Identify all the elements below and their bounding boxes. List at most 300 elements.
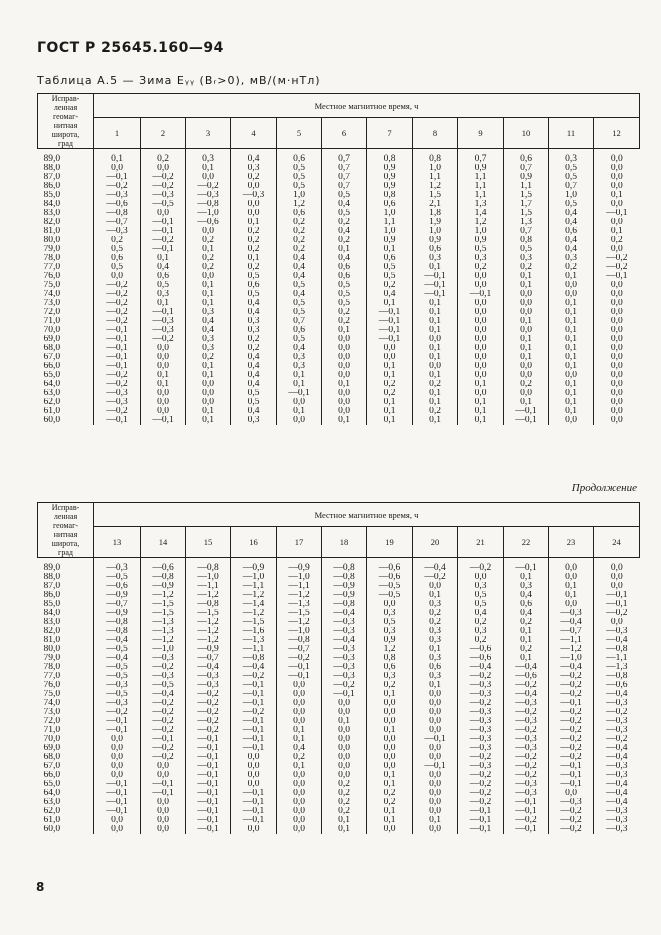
value-cell: 0,1: [367, 690, 413, 699]
value-cell: 0,1: [186, 164, 231, 173]
hour-header: 15: [186, 527, 231, 558]
value-cell: 0,7: [322, 164, 367, 173]
value-cell: 0,0: [594, 398, 640, 407]
value-cell: —0,2: [549, 708, 594, 717]
value-cell: 0,0: [594, 618, 640, 627]
table-row: [38, 663, 640, 672]
value-cell: 0,0: [141, 807, 186, 816]
value-cell: —0,2: [549, 825, 594, 834]
table-row: [38, 735, 640, 744]
value-cell: 1,0: [458, 227, 504, 236]
value-cell: —0,3: [504, 717, 549, 726]
value-cell: —0,6: [458, 654, 504, 663]
value-cell: 0,3: [458, 582, 504, 591]
value-cell: 0,0: [186, 272, 231, 281]
value-cell: 0,1: [549, 407, 594, 416]
value-cell: —1,3: [594, 663, 640, 672]
hours-header-row: [38, 118, 640, 149]
latitude-cell: 62,0: [43, 398, 61, 407]
value-cell: 1,3: [504, 218, 549, 227]
value-cell: 0,2: [504, 645, 549, 654]
value-cell: 0,0: [322, 708, 367, 717]
value-cell: —0,3: [504, 780, 549, 789]
value-cell: —1,4: [231, 600, 277, 609]
value-cell: 0,5: [549, 164, 594, 173]
value-cell: —0,2: [141, 173, 186, 182]
value-cell: —0,3: [594, 825, 640, 834]
value-cell: —0,2: [594, 735, 640, 744]
value-cell: 0,4: [277, 272, 322, 281]
value-cell: —1,2: [186, 618, 231, 627]
value-cell: 0,7: [322, 173, 367, 182]
value-cell: —0,5: [94, 645, 141, 654]
table-row: [38, 398, 640, 407]
value-cell: 0,0: [231, 209, 277, 218]
table-row: [38, 236, 640, 245]
value-cell: —0,1: [94, 173, 141, 182]
value-cell: 0,0: [322, 335, 367, 344]
value-cell: 0,4: [231, 299, 277, 308]
value-cell: 0,0: [231, 780, 277, 789]
value-cell: —1,2: [141, 591, 186, 600]
value-cell: —0,3: [458, 717, 504, 726]
hour-header: 9: [458, 118, 504, 149]
table-row: [38, 281, 640, 290]
value-cell: 0,0: [458, 573, 504, 582]
hour-header: 2: [141, 118, 186, 149]
value-cell: 0,0: [594, 218, 640, 227]
value-cell: 0,6: [413, 245, 458, 254]
value-cell: 0,9: [458, 236, 504, 245]
value-cell: 0,0: [186, 173, 231, 182]
value-cell: 0,2: [231, 173, 277, 182]
table-row: [38, 173, 640, 182]
value-cell: —0,3: [458, 726, 504, 735]
value-cell: 0,0: [322, 362, 367, 371]
value-cell: 0,5: [367, 618, 413, 627]
value-cell: 0,5: [231, 389, 277, 398]
value-cell: —0,2: [94, 299, 141, 308]
value-cell: 0,1: [594, 227, 640, 236]
value-cell: —0,2: [458, 789, 504, 798]
value-cell: —1,0: [231, 573, 277, 582]
value-cell: 0,7: [277, 317, 322, 326]
latitude-cell: 63,0: [43, 389, 61, 398]
value-cell: 0,2: [504, 263, 549, 272]
value-cell: 0,1: [458, 407, 504, 416]
table-row: [38, 191, 640, 200]
latitude-cell: 85,0: [43, 191, 61, 200]
value-cell: 0,6: [413, 663, 458, 672]
value-cell: 0,0: [322, 726, 367, 735]
value-cell: —0,3: [322, 654, 367, 663]
value-cell: —0,3: [504, 789, 549, 798]
value-cell: —0,2: [549, 753, 594, 762]
value-cell: 0,0: [322, 344, 367, 353]
value-cell: —0,1: [141, 780, 186, 789]
value-cell: —0,2: [186, 717, 231, 726]
value-cell: 0,0: [458, 326, 504, 335]
value-cell: 0,0: [413, 708, 458, 717]
value-cell: —0,3: [141, 326, 186, 335]
value-cell: —0,1: [94, 335, 141, 344]
value-cell: 0,0: [231, 762, 277, 771]
value-cell: —0,3: [594, 699, 640, 708]
latitude-cell: 89,0: [43, 563, 61, 573]
value-cell: —0,1: [94, 416, 141, 425]
latitude-cell: 78,0: [43, 254, 61, 263]
table-row: [38, 362, 640, 371]
value-cell: 0,0: [549, 371, 594, 380]
value-cell: 1,0: [367, 209, 413, 218]
value-cell: 0,2: [186, 254, 231, 263]
value-cell: 0,5: [322, 209, 367, 218]
latitude-cell: 81,0: [43, 227, 61, 236]
latitude-cell: 84,0: [43, 200, 61, 209]
value-cell: —0,1: [186, 780, 231, 789]
value-cell: —0,1: [594, 272, 640, 281]
value-cell: —0,1: [458, 816, 504, 825]
hour-header: 14: [141, 527, 186, 558]
hour-header: 16: [231, 527, 277, 558]
value-cell: 0,1: [186, 281, 231, 290]
value-cell: —0,3: [594, 816, 640, 825]
value-cell: —0,2: [594, 708, 640, 717]
value-cell: —0,1: [231, 789, 277, 798]
value-cell: 0,0: [141, 771, 186, 780]
value-cell: 0,0: [594, 308, 640, 317]
value-cell: —0,1: [186, 798, 231, 807]
value-cell: 0,2: [277, 236, 322, 245]
value-cell: —0,2: [94, 708, 141, 717]
value-cell: 0,0: [413, 362, 458, 371]
value-cell: 0,0: [231, 200, 277, 209]
value-cell: 0,0: [458, 362, 504, 371]
value-cell: 0,0: [141, 389, 186, 398]
value-cell: —0,1: [458, 290, 504, 299]
value-cell: —0,1: [231, 816, 277, 825]
latitude-cell: 81,0: [43, 636, 61, 645]
value-cell: 0,0: [231, 753, 277, 762]
table-row: [38, 591, 640, 600]
table-row: [38, 690, 640, 699]
value-cell: —0,1: [94, 344, 141, 353]
value-cell: 0,5: [277, 281, 322, 290]
table-row: [38, 636, 640, 645]
value-cell: 0,4: [277, 344, 322, 353]
value-cell: 0,1: [549, 353, 594, 362]
value-cell: —0,2: [277, 654, 322, 663]
value-cell: 0,6: [277, 149, 322, 165]
value-cell: 0,5: [322, 290, 367, 299]
value-cell: 0,3: [186, 149, 231, 165]
value-cell: 0,2: [322, 807, 367, 816]
table-row: [38, 380, 640, 389]
value-cell: 0,0: [141, 353, 186, 362]
latitude-cell: 63,0: [43, 798, 61, 807]
value-cell: 0,2: [277, 245, 322, 254]
value-cell: 0,3: [413, 672, 458, 681]
latitude-header: Исправ- ленная геомаг- нитная широта, град: [38, 503, 94, 558]
value-cell: —0,3: [322, 645, 367, 654]
value-cell: 0,4: [277, 254, 322, 263]
value-cell: 1,2: [277, 200, 322, 209]
value-cell: —0,1: [504, 825, 549, 834]
latitude-cell: 71,0: [43, 726, 61, 735]
value-cell: —0,1: [94, 807, 141, 816]
value-cell: —0,6: [94, 200, 141, 209]
table-row: [38, 762, 640, 771]
value-cell: 0,0: [277, 816, 322, 825]
table-row: [38, 218, 640, 227]
value-cell: —0,5: [367, 582, 413, 591]
latitude-cell: 87,0: [43, 582, 61, 591]
value-cell: —0,1: [458, 825, 504, 834]
value-cell: 0,0: [413, 726, 458, 735]
latitude-cell: 71,0: [43, 317, 61, 326]
value-cell: 0,1: [322, 416, 367, 425]
latitude-cell: 74,0: [43, 290, 61, 299]
value-cell: —0,2: [549, 717, 594, 726]
value-cell: —1,2: [141, 636, 186, 645]
value-cell: —0,1: [231, 690, 277, 699]
value-cell: 0,0: [322, 771, 367, 780]
value-cell: —0,2: [94, 380, 141, 389]
value-cell: 0,4: [277, 263, 322, 272]
value-cell: 0,1: [367, 299, 413, 308]
value-cell: 0,0: [367, 600, 413, 609]
value-cell: 0,0: [141, 164, 186, 173]
value-cell: 0,4: [231, 380, 277, 389]
value-cell: —0,6: [94, 582, 141, 591]
value-cell: —0,7: [94, 218, 141, 227]
hour-header: 20: [413, 527, 458, 558]
table-body: [38, 149, 640, 426]
value-cell: 0,0: [549, 416, 594, 425]
value-cell: —1,5: [231, 618, 277, 627]
value-cell: 0,4: [231, 407, 277, 416]
value-cell: —0,2: [94, 281, 141, 290]
value-cell: —0,4: [594, 690, 640, 699]
value-cell: —0,1: [277, 389, 322, 398]
value-cell: 0,0: [277, 789, 322, 798]
value-cell: 0,3: [141, 290, 186, 299]
value-cell: —0,2: [231, 708, 277, 717]
value-cell: 0,4: [458, 609, 504, 618]
value-cell: —0,1: [94, 326, 141, 335]
value-cell: —0,5: [367, 591, 413, 600]
value-cell: 0,2: [322, 308, 367, 317]
value-cell: 0,2: [94, 236, 141, 245]
value-cell: —0,5: [94, 690, 141, 699]
value-cell: —0,4: [594, 744, 640, 753]
value-cell: 0,1: [141, 299, 186, 308]
table-row: [38, 627, 640, 636]
value-cell: 0,0: [413, 771, 458, 780]
latitude-cell: 65,0: [43, 371, 61, 380]
value-cell: 0,0: [367, 699, 413, 708]
value-cell: —0,2: [549, 726, 594, 735]
value-cell: —0,5: [94, 663, 141, 672]
data-table-hours-1-12: [37, 93, 640, 425]
value-cell: 0,4: [231, 149, 277, 165]
value-cell: 0,5: [322, 191, 367, 200]
value-cell: —0,2: [141, 182, 186, 191]
value-cell: —0,1: [231, 798, 277, 807]
value-cell: 0,3: [277, 353, 322, 362]
value-cell: 0,3: [413, 636, 458, 645]
value-cell: 0,2: [594, 236, 640, 245]
value-cell: 0,2: [186, 263, 231, 272]
value-cell: 0,1: [504, 398, 549, 407]
value-cell: 1,1: [367, 218, 413, 227]
value-cell: 0,2: [504, 618, 549, 627]
value-cell: 0,1: [413, 389, 458, 398]
value-cell: —1,5: [141, 609, 186, 618]
value-cell: —0,4: [594, 780, 640, 789]
value-cell: 0,0: [231, 825, 277, 834]
value-cell: —1,5: [186, 609, 231, 618]
value-cell: 0,1: [549, 335, 594, 344]
latitude-cell: 72,0: [43, 717, 61, 726]
value-cell: 0,1: [549, 389, 594, 398]
value-cell: —0,1: [504, 558, 549, 574]
value-cell: —1,1: [594, 654, 640, 663]
value-cell: 0,4: [322, 200, 367, 209]
value-cell: —0,3: [594, 717, 640, 726]
table-row: [38, 816, 640, 825]
value-cell: —0,3: [94, 191, 141, 200]
value-cell: 0,4: [549, 236, 594, 245]
value-cell: —1,2: [186, 627, 231, 636]
value-cell: 0,3: [186, 344, 231, 353]
value-cell: 0,1: [367, 371, 413, 380]
value-cell: 0,4: [549, 209, 594, 218]
hour-header: 18: [322, 527, 367, 558]
value-cell: 0,4: [367, 290, 413, 299]
value-cell: 0,0: [322, 744, 367, 753]
value-cell: 0,8: [367, 191, 413, 200]
value-cell: 0,0: [413, 798, 458, 807]
value-cell: 0,4: [231, 353, 277, 362]
group-header: Местное магнитное время, ч: [94, 503, 640, 527]
value-cell: 0,1: [367, 807, 413, 816]
value-cell: 0,0: [549, 600, 594, 609]
value-cell: 0,1: [549, 591, 594, 600]
value-cell: —0,6: [367, 558, 413, 574]
value-cell: —1,2: [277, 618, 322, 627]
table-row: [38, 353, 640, 362]
table-row: [38, 645, 640, 654]
latitude-cell: 87,0: [43, 173, 61, 182]
value-cell: —0,8: [594, 672, 640, 681]
value-cell: —0,1: [413, 272, 458, 281]
value-cell: —1,1: [277, 582, 322, 591]
value-cell: —0,9: [231, 558, 277, 574]
value-cell: 1,2: [367, 645, 413, 654]
value-cell: —0,2: [594, 263, 640, 272]
value-cell: —0,3: [549, 609, 594, 618]
value-cell: —0,9: [186, 645, 231, 654]
value-cell: 1,0: [549, 191, 594, 200]
value-cell: 0,0: [504, 326, 549, 335]
value-cell: 0,0: [413, 807, 458, 816]
value-cell: —0,2: [549, 690, 594, 699]
value-cell: 0,1: [549, 380, 594, 389]
value-cell: 0,2: [458, 263, 504, 272]
value-cell: —0,8: [322, 558, 367, 574]
value-cell: 0,4: [322, 254, 367, 263]
table-row: [38, 182, 640, 191]
value-cell: 0,0: [186, 227, 231, 236]
value-cell: 0,4: [186, 317, 231, 326]
value-cell: 0,0: [367, 353, 413, 362]
value-cell: 0,0: [277, 717, 322, 726]
value-cell: —1,2: [186, 636, 231, 645]
value-cell: 1,1: [413, 173, 458, 182]
latitude-cell: 64,0: [43, 789, 61, 798]
latitude-cell: 69,0: [43, 335, 61, 344]
value-cell: 0,5: [322, 299, 367, 308]
latitude-cell: 76,0: [43, 272, 61, 281]
value-cell: —0,1: [231, 726, 277, 735]
table-row: [38, 308, 640, 317]
value-cell: —0,2: [94, 290, 141, 299]
table-caption: Таблица А.5 — Зима Eᵧᵧ (Bᵣ>0), мВ/(м·нТл): [37, 74, 321, 87]
value-cell: 0,6: [367, 663, 413, 672]
value-cell: 0,6: [277, 209, 322, 218]
value-cell: —0,1: [186, 825, 231, 834]
value-cell: 0,7: [504, 227, 549, 236]
table-row: [38, 789, 640, 798]
value-cell: —0,3: [458, 681, 504, 690]
table-row: [38, 609, 640, 618]
value-cell: 0,1: [413, 353, 458, 362]
value-cell: 0,0: [322, 762, 367, 771]
hour-header: 12: [594, 118, 640, 149]
value-cell: 0,0: [367, 744, 413, 753]
value-cell: —0,2: [549, 807, 594, 816]
latitude-cell: 78,0: [43, 663, 61, 672]
value-cell: —0,2: [594, 254, 640, 263]
value-cell: 0,6: [367, 254, 413, 263]
latitude-cell: 88,0: [43, 164, 61, 173]
hour-header: 22: [504, 527, 549, 558]
table-row: [38, 371, 640, 380]
value-cell: 0,9: [367, 636, 413, 645]
value-cell: —0,4: [549, 618, 594, 627]
value-cell: 0,0: [277, 690, 322, 699]
value-cell: —0,1: [94, 726, 141, 735]
value-cell: 0,7: [322, 182, 367, 191]
value-cell: 1,0: [413, 227, 458, 236]
value-cell: 0,5: [277, 182, 322, 191]
hour-header: 3: [186, 118, 231, 149]
value-cell: —0,8: [186, 600, 231, 609]
value-cell: 0,0: [277, 771, 322, 780]
value-cell: 0,0: [322, 407, 367, 416]
value-cell: —0,1: [458, 807, 504, 816]
value-cell: 0,3: [186, 335, 231, 344]
value-cell: —0,3: [141, 191, 186, 200]
value-cell: —0,3: [94, 681, 141, 690]
value-cell: —0,1: [367, 326, 413, 335]
value-cell: 0,1: [186, 290, 231, 299]
value-cell: 1,0: [277, 191, 322, 200]
value-cell: —0,2: [504, 726, 549, 735]
value-cell: —0,6: [367, 573, 413, 582]
value-cell: 0,0: [94, 744, 141, 753]
